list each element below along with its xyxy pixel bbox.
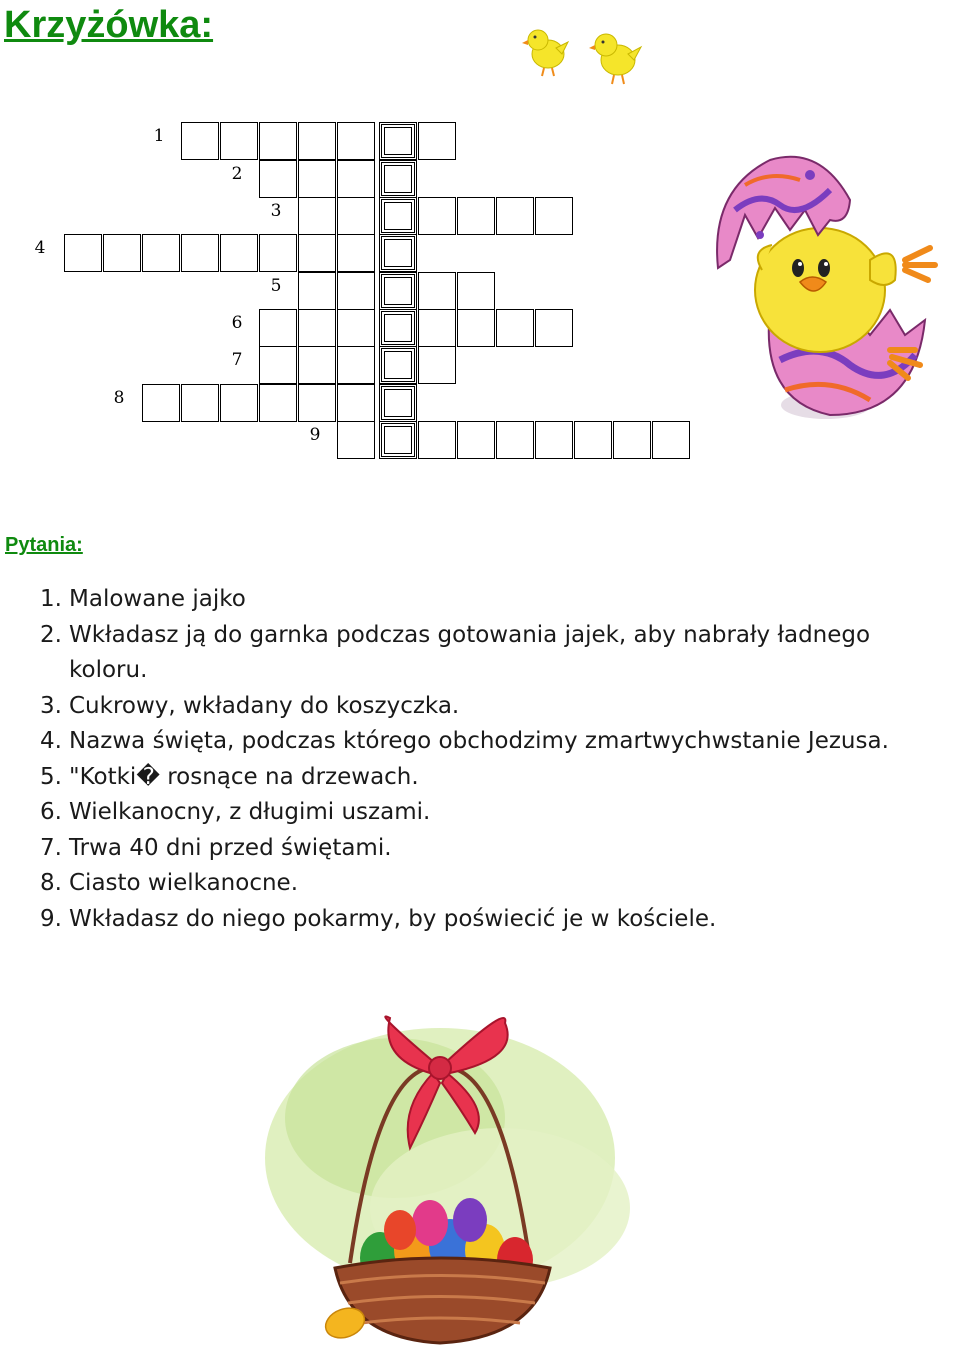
crossword-cell[interactable] <box>220 384 258 422</box>
crossword-cell[interactable] <box>457 197 495 235</box>
crossword-key-cell[interactable] <box>379 421 417 459</box>
crossword-cell[interactable] <box>259 346 297 384</box>
crossword-cell[interactable] <box>337 122 375 160</box>
question-text: Nazwa święta, podczas którego obchodzimy zmartwychwstanie Jezusa. <box>69 728 889 754</box>
crossword-cell[interactable] <box>535 197 573 235</box>
clue-number: 5 <box>270 276 282 296</box>
list-item <box>0 902 960 938</box>
crossword-cell[interactable] <box>337 234 375 272</box>
crossword-cell[interactable] <box>337 197 375 235</box>
crossword-key-cell[interactable] <box>379 384 417 422</box>
question-number: 8. <box>40 870 62 896</box>
crossword-cell[interactable] <box>181 122 219 160</box>
list-item <box>0 582 960 618</box>
crossword-cell[interactable] <box>220 122 258 160</box>
crossword-cell[interactable] <box>418 197 456 235</box>
question-number: 4. <box>40 728 62 754</box>
clue-number: 2 <box>231 164 243 184</box>
crossword-cell[interactable] <box>457 272 495 310</box>
questions-list <box>0 582 960 937</box>
clue-number: 8 <box>113 388 125 408</box>
clue-number: 4 <box>34 238 46 258</box>
clue-number: 3 <box>270 201 282 221</box>
clue-number: 9 <box>309 425 321 445</box>
question-text: Wielkanocny, z długimi uszami. <box>69 799 431 825</box>
question-text: "Kotki� rosnące na drzewach. <box>69 763 419 790</box>
crossword-cell[interactable] <box>259 122 297 160</box>
crossword-cell[interactable] <box>259 160 297 198</box>
chick-in-easter-egg-icon <box>700 150 952 435</box>
question-text: Wkładasz ją do garnka podczas gotowania jajek, aby nabrały ładnego koloru. <box>69 621 871 683</box>
list-item <box>0 618 960 689</box>
crossword-key-cell[interactable] <box>379 122 417 160</box>
crossword-cell[interactable] <box>259 384 297 422</box>
question-number: 9. <box>40 905 62 932</box>
easter-basket-icon <box>230 998 650 1353</box>
crossword-cell[interactable] <box>298 309 336 347</box>
crossword-cell[interactable] <box>496 421 534 459</box>
crossword-cell[interactable] <box>535 421 573 459</box>
crossword-key-cell[interactable] <box>379 309 417 347</box>
list-item <box>0 795 960 831</box>
crossword-cell[interactable] <box>298 346 336 384</box>
crossword-cell[interactable] <box>181 384 219 422</box>
crossword-cell[interactable] <box>298 234 336 272</box>
question-number: 1. <box>40 586 62 612</box>
crossword-cell[interactable] <box>298 160 336 198</box>
crossword-cell[interactable] <box>496 197 534 235</box>
crossword-cell[interactable] <box>220 234 258 272</box>
question-number: 2. <box>40 621 62 648</box>
list-item <box>0 689 960 725</box>
crossword-key-cell[interactable] <box>379 234 417 272</box>
questions-heading: Pytania: <box>5 534 83 556</box>
question-text: Malowane jajko <box>69 586 246 612</box>
question-text: Ciasto wielkanocne. <box>69 870 299 896</box>
crossword-cell[interactable] <box>418 272 456 310</box>
crossword-cell[interactable] <box>181 234 219 272</box>
page-title: Krzyżówka: <box>4 4 214 46</box>
crossword-cell[interactable] <box>337 421 375 459</box>
question-number: 5. <box>40 763 62 790</box>
crossword-cell[interactable] <box>457 309 495 347</box>
question-number: 7. <box>40 834 62 861</box>
crossword-cell[interactable] <box>298 122 336 160</box>
crossword-key-cell[interactable] <box>379 160 417 198</box>
crossword-cell[interactable] <box>103 234 141 272</box>
crossword-cell[interactable] <box>142 384 180 422</box>
crossword-key-cell[interactable] <box>379 346 417 384</box>
crossword-cell[interactable] <box>259 309 297 347</box>
list-item <box>0 831 960 867</box>
clue-number: 7 <box>231 350 243 370</box>
question-number: 3. <box>40 692 62 719</box>
crossword-cell[interactable] <box>496 309 534 347</box>
question-text: Cukrowy, wkładany do koszyczka. <box>69 692 460 719</box>
crossword-cell[interactable] <box>613 421 651 459</box>
crossword-cell[interactable] <box>64 234 102 272</box>
crossword-cell[interactable] <box>298 384 336 422</box>
question-number: 6. <box>40 799 62 825</box>
crossword-cell[interactable] <box>337 160 375 198</box>
crossword-cell[interactable] <box>337 309 375 347</box>
crossword-cell[interactable] <box>574 421 612 459</box>
clue-number: 1 <box>153 126 165 146</box>
crossword-cell[interactable] <box>298 272 336 310</box>
clue-number: 6 <box>231 313 243 333</box>
crossword-cell[interactable] <box>418 346 456 384</box>
question-text: Trwa 40 dni przed świętami. <box>69 834 392 861</box>
crossword-cell[interactable] <box>337 346 375 384</box>
crossword-cell[interactable] <box>418 421 456 459</box>
crossword-key-cell[interactable] <box>379 272 417 310</box>
question-text: Wkładasz do niego pokarmy, by poświecić je w kościele. <box>69 905 717 932</box>
crossword-key-cell[interactable] <box>379 197 417 235</box>
crossword-cell[interactable] <box>142 234 180 272</box>
crossword-cell[interactable] <box>337 272 375 310</box>
crossword-cell[interactable] <box>337 384 375 422</box>
crossword-cell[interactable] <box>259 234 297 272</box>
list-item <box>0 866 960 902</box>
crossword-cell[interactable] <box>535 309 573 347</box>
list-item <box>0 760 960 796</box>
crossword-cell[interactable] <box>652 421 690 459</box>
crossword-cell[interactable] <box>457 421 495 459</box>
crossword-cell[interactable] <box>418 309 456 347</box>
list-item <box>0 724 960 760</box>
crossword-cell[interactable] <box>298 197 336 235</box>
crossword-cell[interactable] <box>418 122 456 160</box>
